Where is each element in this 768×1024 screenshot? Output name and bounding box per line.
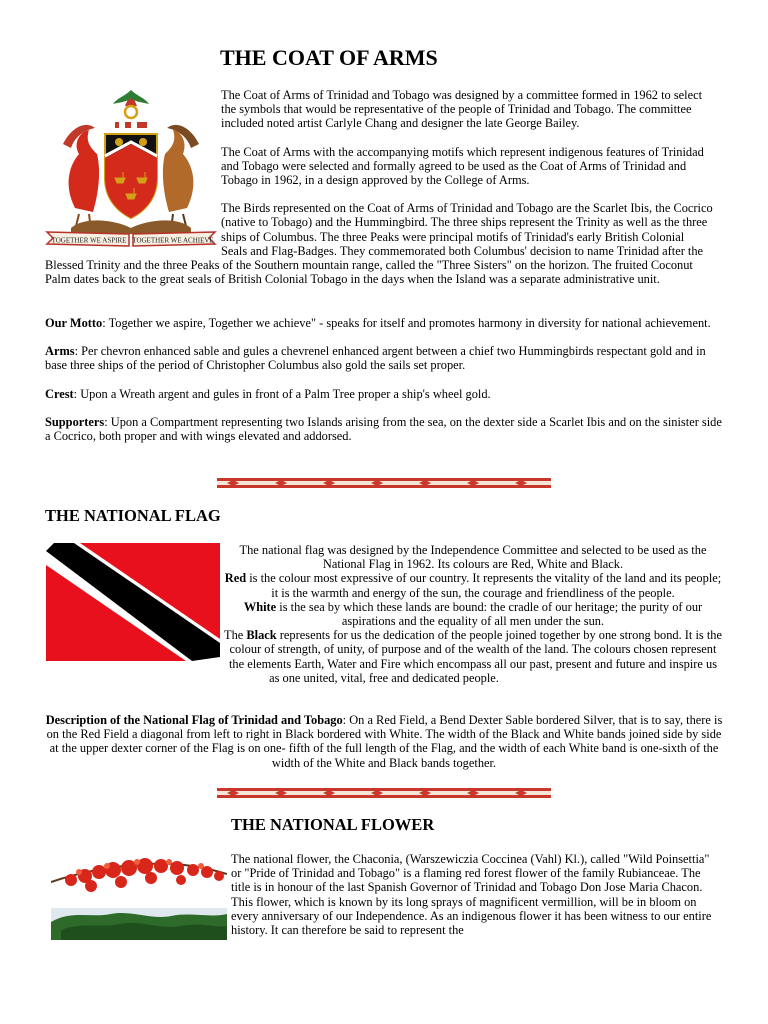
flag-description: [45, 713, 723, 770]
definition-label: Crest: [45, 386, 74, 401]
flag-intro: The national flag was designed by the Independence Committee and selected to be used as the National Flag in 1962. Its colours are Red, White and Black.: [239, 543, 707, 572]
motto-ribbon-right: TOGETHER WE ACHIEVE: [132, 236, 214, 245]
chaconia-flower-image: [51, 852, 227, 940]
definition-arms: [45, 344, 725, 372]
definition-crest: [45, 387, 725, 401]
definition-label: Arms: [45, 344, 75, 359]
national-flower-heading: THE NATIONAL FLOWER: [231, 815, 435, 834]
flag-description-text: : On a Red Field, a Bend Dexter Sable bordered Silver, that is to say, there is on the Red Field a diagonal from left to right in Black bordered with White. The width of the Black and White bands joined side by side at the upper dexter corner of the Flag is on one- fifth of the full length of the Flag, and the width of each White band is one-sixth of the width of the White and Black bands together.: [46, 713, 723, 770]
white-text: is the sea by which these lands are bound: the cradle of our heritage; the purity of our aspirations and the equality of all men under the sun.: [276, 599, 703, 629]
red-text: is the colour most expressive of our country. It represents the vitality of the land and its people; it is the warmth and energy of the sun, the courage and friendliness of the people.: [246, 571, 722, 600]
coat-paragraph-2: The Coat of Arms with the accompanying motifs which represent indigenous features of Trinidad and Tobago were selected and formally agreed to be used as the Coat of Arms of Trinidad and Tobago in 1962, in a design approved by the College of Arms.: [221, 144, 704, 188]
coat-definitions: [45, 316, 725, 457]
definition-text: : Upon a Wreath argent and gules in front of a Palm Tree proper a ship's wheel gold.: [73, 386, 491, 401]
black-label: Black: [246, 628, 277, 643]
flag-description-label: Description of the National Flag of Trinidad and Tobago: [45, 713, 343, 727]
definition-text: : Per chevron enhanced sable and gules a chevrenel enhanced argent between a chief two Hummingbirds respectant gold and in base three ships of the period of Christopher Columbus also gold the sails set proper.: [45, 344, 706, 373]
definition-motto: [45, 316, 725, 330]
definition-text: : Upon a Compartment representing two Islands arising from the sea, on the dexter side a Scarlet Ibis and on the sinister side a Cocrico, both proper and with wings elevated and addorsed.: [45, 414, 722, 444]
motto-ribbon-left: TOGETHER WE ASPIRE: [51, 236, 127, 245]
national-flower-text: [231, 852, 719, 937]
flag-image-spacer: [45, 543, 223, 665]
coat-of-arms-heading: THE COAT OF ARMS: [220, 45, 438, 70]
black-text: represents for us the dedication of the people joined together by one strong bond. It is the colour of strength, of unity, of purpose and of the wealth of the land. The colours chosen represent the elements Earth, Water and Fire which encompass all our past, present and future and inspire us as one united, vital, free and dedicated people.: [228, 628, 722, 685]
coat-paragraph-1: The Coat of Arms of Trinidad and Tobago was designed by a committee formed in 1962 to select the symbols that would be representative of the people of Trinidad and Tobago. The committee included noted artist Carlyle Chang and designer the late George Bailey.: [221, 88, 703, 131]
definition-text: : Together we aspire, Together we achieve" - speaks for itself and promotes harmony in diversity for national achievement.: [102, 316, 711, 330]
definition-supporters: [45, 415, 725, 443]
definition-label: Our Motto: [45, 316, 103, 330]
section-divider: [217, 478, 551, 488]
coat-paragraph-3: The Birds represented on the Coat of Arms of Trinidad and Tobago are the Scarlet Ibis, the Cocrico (native to Tobago) and the Hummingbird. The three ships represent the Trinity as well as the three ships of Columbus. The three Peaks were principal motifs of Trinidad's early British Colonial Seals and Flag-Badges. They commemorated both Columbus' decision to name Trinidad after the Blessed Trinity and the three Peaks of the Southern mountain range, called the "Three Sisters" on the horizon. The fruited Coconut Palm dates back to the great seals of British Colonial Tobago in the days when the Island was a separate administrative unit.: [45, 201, 713, 287]
black-prefix: The: [224, 628, 247, 643]
coat-image-spacer: [45, 88, 221, 258]
white-label: White: [243, 599, 277, 614]
red-label: Red: [224, 571, 247, 586]
national-flag-text: [45, 543, 723, 685]
flower-paragraph: The national flower, the Chaconia, (Warszewiczia Coccinea (Vahl) Kl.), called "Wild Poinsettia" or "Pride of Trinidad and Tobago" is a flaming red forest flower of the family Rubianceae. The title is in honour of the last Spanish Governor of Trinidad and Tobago Don Jose Maria Chacon. This flower, which is known by its long sprays of magnificent vermillion, will be in bloom on every anniversary of our Independence. As an indigenous flower it has been witness to our entire history. It can therefore be said to represent the: [231, 852, 712, 938]
section-divider: [217, 788, 551, 798]
national-flag-heading: THE NATIONAL FLAG: [45, 506, 221, 525]
definition-label: Supporters: [45, 414, 105, 429]
coat-of-arms-text: [45, 88, 713, 300]
